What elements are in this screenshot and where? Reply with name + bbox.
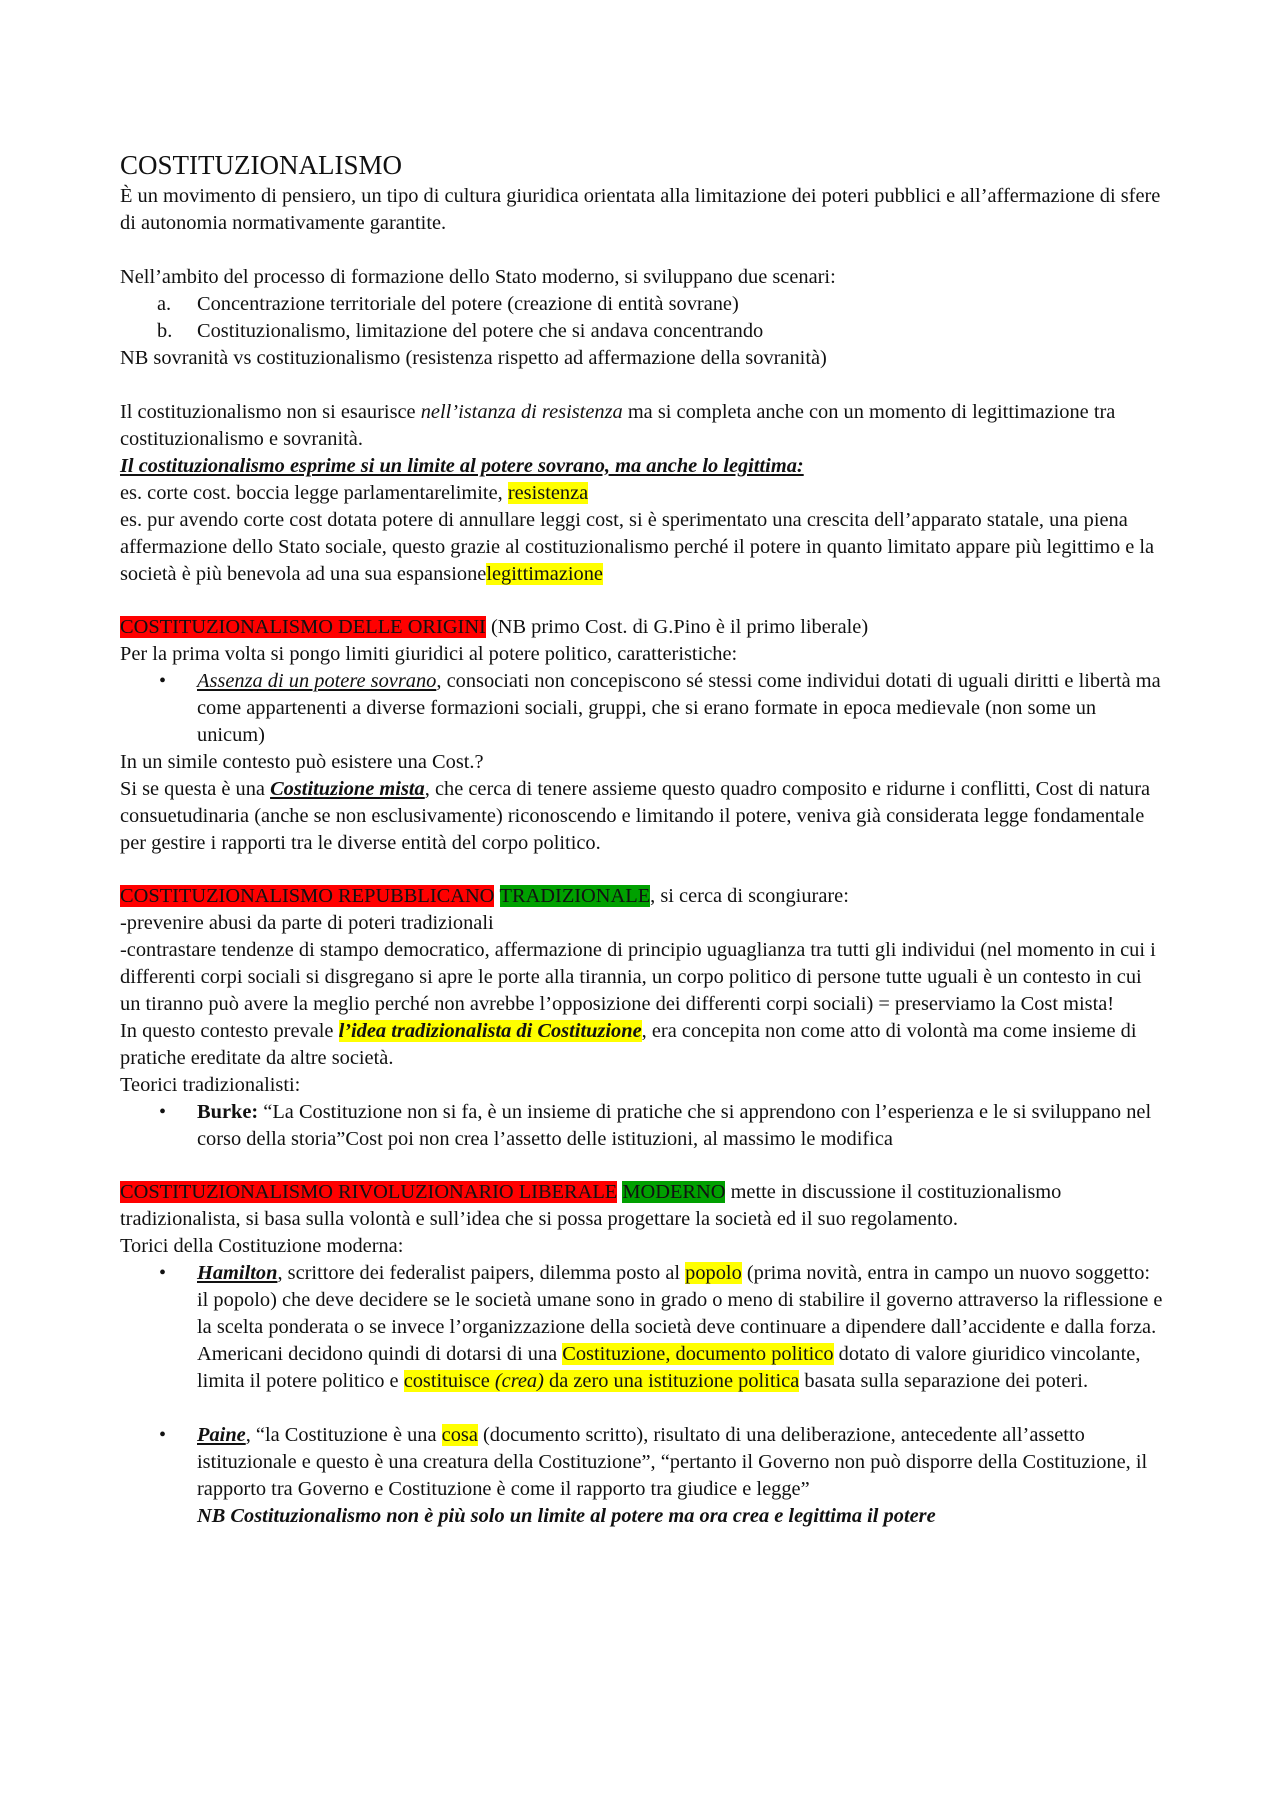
list-item: • Burke: “La Costituzione non si fa, è un insieme di pratiche che si apprendono con l’esperienza e le si sviluppano nel corso della storia”Cost poi non crea l’assetto delle istituzioni, al massimo le modifica [159,1101,1152,1150]
document-page [120,148,1165,1530]
teorici-moderni: Torici della Costituzione moderna: [120,1235,404,1257]
rivoluzionario-heading: COSTITUZIONALISMO RIVOLUZIONARIO LIBERALE MODERNO mette in discussione il costituzionalismo tradizionalista, si basa sulla volontà e sull’idea che si possa progettare la società ed il suo regolamento. [120,1181,1062,1230]
list-item: • Hamilton, scrittore dei federalist paipers, dilemma posto al popolo (prima novità, entra in campo un nuovo soggetto: il popolo) che deve decidere se le società umane sono in grado o meno di stabilire il governo attraverso la riflessione e la scelta ponderata o se invece l’organizzazione della società deve continuare a dipendere dall’accidente e dalla forza. Americani decidono quindi di dotarsi di una Costituzione, documento politico dotato di valore giuridico vincolante, limita il potere politico e costituisce (crea) da zero una istituzione politica basata sulla separazione dei poteri. [197,1260,1165,1395]
origini-list [120,668,1165,749]
scenari-nb: NB sovranità vs costituzionalismo (resistenza rispetto ad affermazione della sovranità) [120,347,827,369]
intro-paragraph: È un movimento di pensiero, un tipo di cultura giuridica orientata alla limitazione dei poteri pubblici e all’affermazione di sfere di autonomia normativamente garantite. [120,185,1161,234]
scenari-lead: Nell’ambito del processo di formazione dello Stato moderno, si sviluppano due scenari: [120,266,836,288]
section-heading-rivoluzionario: COSTITUZIONALISMO RIVOLUZIONARIO LIBERALE [120,1181,618,1203]
tag-tradizionale: TRADIZIONALE [499,885,651,907]
teorici-tradizionalisti: Teorici tradizionalisti: [120,1074,301,1096]
repubblicano-heading: COSTITUZIONALISMO REPUBBLICANO TRADIZIONALE, si cerca di scongiurare: [120,885,849,907]
origini-answer: Si se questa è una Costituzione mista, che cerca di tenere assieme questo quadro composito e ridurne i conflitti, Cost di natura consuetudinaria (anche se non esclusivamente) riconoscendo e limitando il potere, veniva già considerata legge fondamentale per gestire i rapporti tra le diverse entità del corpo politico. [120,778,1151,854]
scenari-list [120,291,1165,345]
list-item: a. Concentrazione territoriale del potere (creazione di entità sovrane) [157,293,739,315]
repubblicano-line-1: -prevenire abusi da parte di poteri tradizionali [120,912,494,934]
resistenza-example-1: es. corte cost. boccia legge parlamentarelimite, resistenza [120,482,589,504]
highlight-resistenza: resistenza [507,482,589,504]
resistenza-bold-line: Il costituzionalismo esprime si un limite al potere sovrano, ma anche lo legittima: [120,455,804,477]
paine-nb: NB Costituzionalismo non è più solo un limite al potere ma ora crea e legittima il potere [197,1505,936,1527]
origini-heading: COSTITUZIONALISMO DELLE ORIGINI (NB primo Cost. di G.Pino è il primo liberale) [120,616,869,638]
list-item: • Paine, “la Costituzione è una cosa (documento scritto), risultato di una deliberazione, antecedente all’assetto istituzionale e questo è una creatura della Costituzione”, “pertanto il Governo non può disporre della Costituzione, il rapporto tra Governo e Costituzione è come il rapporto tra giudice e legge” NB Costituzionalismo non è più solo un limite al potere ma ora crea e legittima il potere [197,1422,1165,1530]
section-heading-origini: COSTITUZIONALISMO DELLE ORIGINI [120,616,486,638]
origini-question: In un simile contesto può esistere una Cost.? [120,751,484,773]
resistenza-example-2: es. pur avendo corte cost dotata potere di annullare leggi cost, si è sperimentato una crescita dell’apparato statale, una piena affermazione dello Stato sociale, questo grazie al costituzionalismo perché il potere in quanto limitato appare più legittimo e la società è più benevola ad una sua espansionelegittimazione [120,509,1155,585]
resistenza-paragraph: Il costituzionalismo non si esaurisce nell’istanza di resistenza ma si completa anche con un momento di legittimazione tra costituzionalismo e sovranità. [120,401,1116,450]
origini-line: Per la prima volta si pongo limiti giuridici al potere politico, caratteristiche: [120,643,738,665]
repubblicano-line-2: -contrastare tendenze di stampo democratico, affermazione di principio uguaglianza tra tutti gli individui (nel momento in cui i differenti corpi sociali si disgregano si apre le porte alla tirannia, un corpo politico di persone tutte uguali è un contesto in cui un tiranno può avere la meglio perché non avrebbe l’opposizione dei differenti corpi sociali) = preserviamo la Cost mista! [120,939,1156,1015]
bullet-icon: • [159,1262,167,1284]
list-item: b. Costituzionalismo, limitazione del potere che si andava concentrando [157,320,764,342]
tag-moderno: MODERNO [622,1181,726,1203]
bullet-icon: • [159,670,167,692]
bullet-icon: • [159,1424,167,1446]
americani-paragraph: Americani decidono quindi di dotarsi di una Costituzione, documento politico dotato di valore giuridico vincolante, limita il potere politico e costituisce (crea) da zero una istituzione politica basata sulla separazione dei poteri. [197,1343,1141,1392]
list-item: • Assenza di un potere sovrano, consociati non concepiscono sé stessi come individui dotati di uguali diritti e libertà ma come appartenenti a diverse formazioni sociali, gruppi, che si erano formate in epoca medievale (non some un unicum) [159,670,1161,746]
highlight-legittimazione: legittimazione [486,563,603,585]
document-title: COSTITUZIONALISMO [120,150,402,180]
repubblicano-line-3: In questo contesto prevale l’idea tradizionalista di Costituzione, era concepita non come atto di volontà ma come insieme di pratiche ereditate da altre società. [120,1020,1137,1069]
bullet-icon: • [159,1101,167,1123]
moderni-list [120,1260,1165,1530]
teorici-list [120,1099,1165,1153]
section-heading-repubblicano: COSTITUZIONALISMO REPUBBLICANO [120,885,495,907]
